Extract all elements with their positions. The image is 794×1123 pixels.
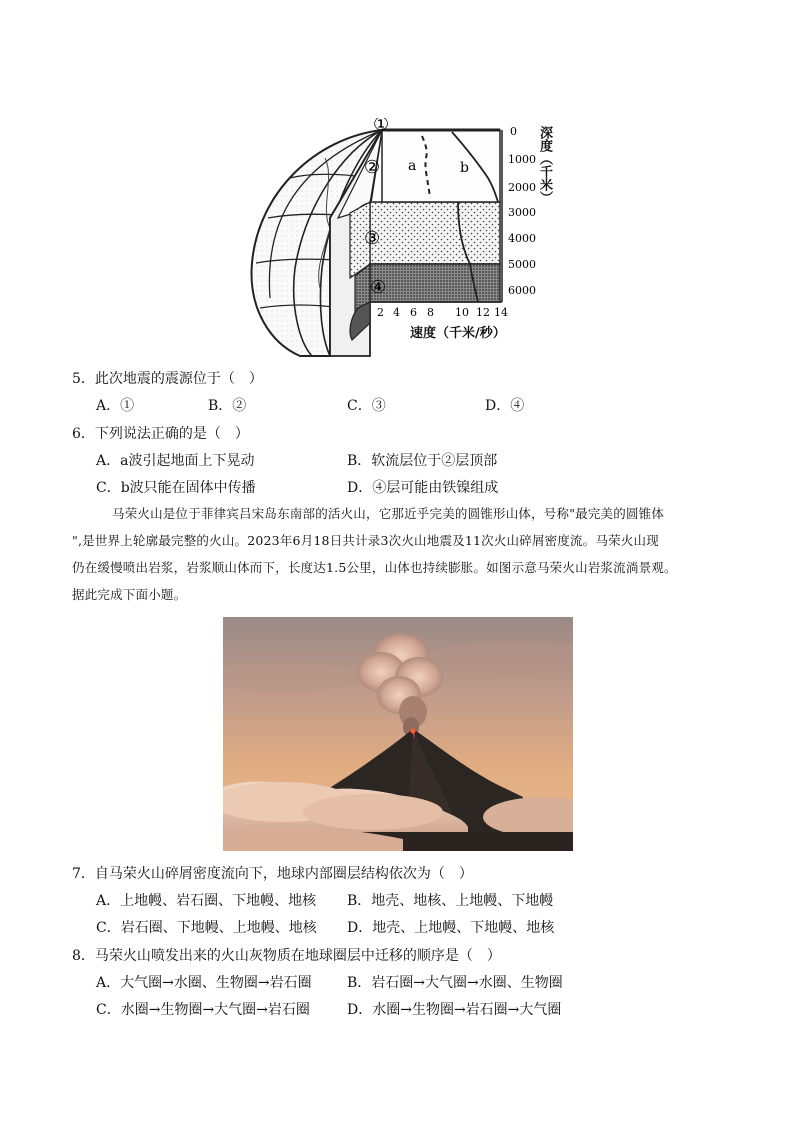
question-5-stem: 5．此次地震的震源位于（ ） (72, 371, 263, 387)
passage-line: 据此完成下面小题。 (72, 587, 187, 602)
depth-axis-title: 深度（千米） (537, 126, 552, 204)
question-8-option-b[interactable]: B．岩石圈→大气圈→水圈、生物圈 (347, 975, 563, 991)
depth-tick: 0 (510, 125, 517, 138)
layer-marker-3: ③ (364, 228, 381, 249)
question-8-stem: 8．马荣火山喷发出来的火山灰物质在地球圈层中迁移的顺序是（ ） (72, 948, 501, 964)
mayon-passage (72, 500, 722, 608)
depth-tick: 2000 (508, 181, 536, 194)
question-6-option-b[interactable]: B．软流层位于②层顶部 (347, 453, 498, 469)
question-6-stem: 6．下列说法正确的是（ ） (72, 426, 249, 442)
speed-tick: 4 (393, 306, 400, 319)
depth-ticks (508, 125, 536, 297)
question-8-option-a[interactable]: A．大气圈→水圈、生物圈→岩石圈 (96, 975, 312, 991)
question-5-option-d[interactable]: D．④ (485, 398, 525, 414)
depth-tick: 5000 (508, 258, 536, 271)
question-7-option-d[interactable]: D．地壳、上地幔、下地幔、地核 (347, 920, 555, 936)
layer-marker-1: ① (373, 118, 390, 135)
question-6-option-a[interactable]: A．a波引起地面上下晃动 (96, 453, 255, 469)
mayon-volcano-photo (223, 617, 573, 851)
question-6-option-d[interactable]: D．④层可能由铁镍组成 (347, 480, 499, 496)
depth-tick: 1000 (508, 153, 536, 166)
question-8-option-d[interactable]: D．水圈→生物圈→岩石圈→大气圈 (347, 1002, 562, 1018)
speed-tick: 8 (427, 306, 434, 319)
speed-tick: 6 (410, 306, 417, 319)
question-7-option-c[interactable]: C．岩石圈、下地幔、上地幔、地核 (96, 920, 317, 936)
passage-line (72, 500, 722, 527)
depth-tick: 4000 (508, 232, 536, 245)
speed-axis-title: 速度（千米/秒） (410, 326, 506, 341)
question-7-option-b[interactable]: B．地壳、地核、上地幔、下地幔 (347, 893, 554, 909)
speed-tick: 12 (476, 306, 490, 319)
question-7-option-a[interactable]: A．上地幔、岩石圈、下地幔、地核 (96, 893, 317, 909)
wave-a-label: a (408, 158, 417, 174)
earth-interior-figure (230, 118, 550, 363)
question-5-option-a[interactable]: A．① (96, 398, 135, 414)
question-8-option-c[interactable]: C．水圈→生物圈→大气圈→岩石圈 (96, 1002, 310, 1018)
depth-tick: 6000 (508, 284, 536, 297)
passage-line-text: 马荣火山是位于菲律宾吕宋岛东南部的活火山，它那近乎完美的圆锥形山体，号称"最完美的圆锥体 (112, 506, 665, 521)
question-5-option-c[interactable]: C．③ (347, 398, 386, 414)
question-7-stem: 7．自马荣火山碎屑密度流向下，地球内部圈层结构依次为（ ） (72, 866, 473, 882)
speed-tick: 10 (455, 306, 469, 319)
layer-marker-2: ② (364, 157, 381, 178)
speed-tick: 14 (494, 306, 508, 319)
passage-line: ",是世界上轮廓最完整的火山。2023年6月18日共计录3次火山地震及11次火山碎屑密度流。马荣火山现 (72, 533, 659, 548)
speed-ticks (377, 306, 508, 319)
speed-tick: 2 (377, 306, 384, 319)
question-5-option-b[interactable]: B．② (208, 398, 247, 414)
volcano-illustration (223, 617, 573, 851)
wave-b-label: b (460, 160, 469, 176)
passage-line: 仍在缓慢喷出岩浆，岩浆顺山体而下，长度达1.5公里，山体也持续膨胀。如图示意马荣火山岩浆流淌景观。 (72, 560, 677, 575)
layer-marker-4: ④ (370, 277, 387, 298)
question-6-option-c[interactable]: C．b波只能在固体中传播 (96, 480, 256, 496)
depth-tick: 3000 (508, 206, 536, 219)
